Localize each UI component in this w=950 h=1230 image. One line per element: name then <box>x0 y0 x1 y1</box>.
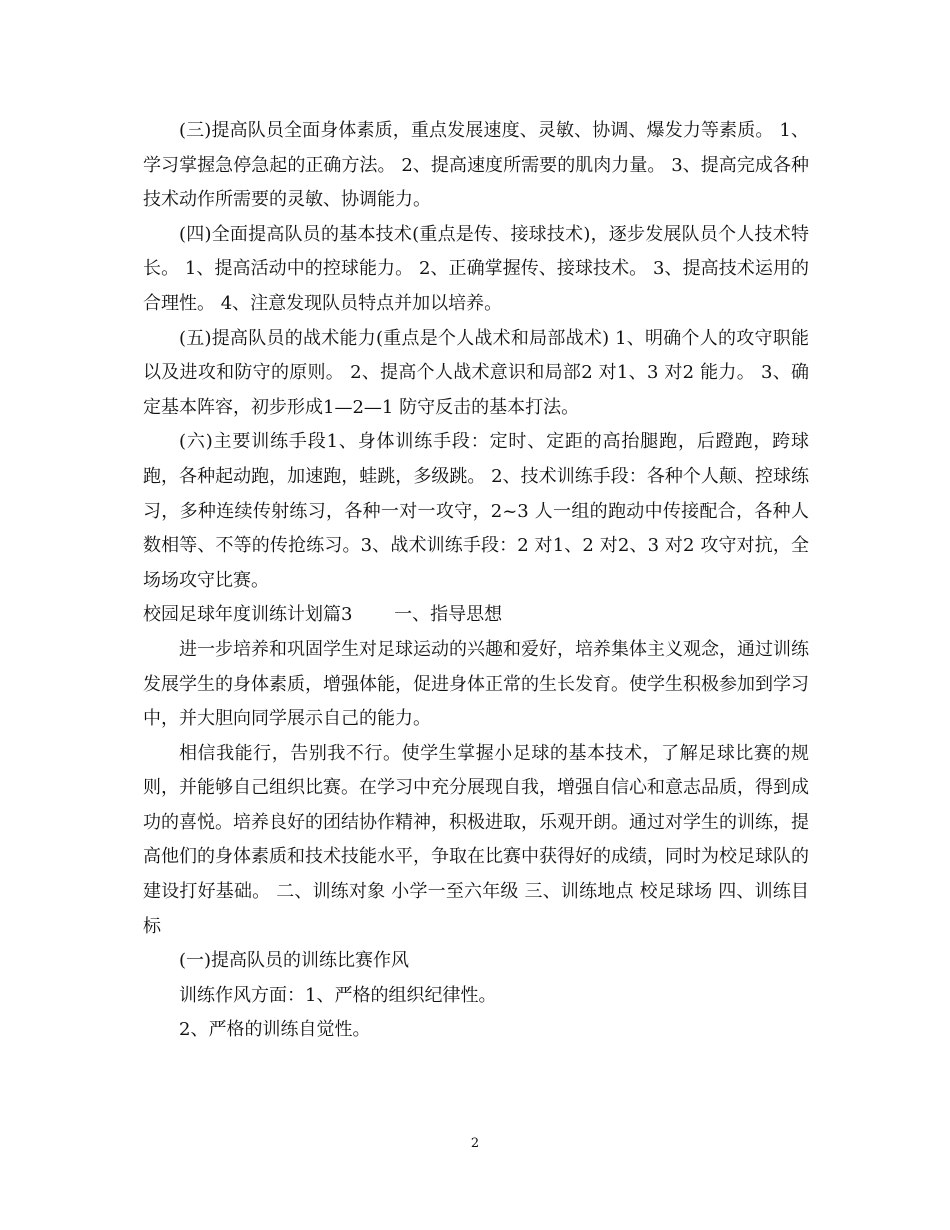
paragraph-tactical-ability: (五)提高队员的战术能力(重点是个人战术和局部战术) 1、明确个人的攻守职能以及进攻和防守的原则。 2、提高个人战术意识和局部2 对1、3 对2 能力。 3、确定基本阵容，初步形成1—2—1 防守反击的基本打法。 <box>143 327 809 418</box>
paragraph-self-discipline: 2、严格的训练自觉性。 <box>179 1019 371 1041</box>
paragraph-discipline: 训练作风方面：1、严格的组织纪律性。 <box>179 984 497 1006</box>
page-number: 2 <box>470 1136 480 1151</box>
paragraph-basic-technique: (四)全面提高队员的基本技术(重点是传、接球技术)，逐步发展队员个人技术特长。 1、提高活动中的控球能力。 2、正确掌握传、接球技术。 3、提高技术运用的合理性。 4、注意发现队员特点并加以培养。 <box>143 223 809 314</box>
paragraph-physical-quality: (三)提高队员全面身体素质，重点发展速度、灵敏、协调、爆发力等素质。 1、学习掌握急停急起的正确方法。 2、提高速度所需要的肌肉力量。 3、提高完成各种技术动作所需要的灵敏、协调能力。 <box>143 120 809 211</box>
paragraph-training-methods: (六)主要训练手段1、身体训练手段：定时、定距的高抬腿跑，后蹬跑，跨球跑，各种起动跑，加速跑，蛙跳，多级跳。 2、技术训练手段：各种个人颠、控球练习，多种连续传射练习，各种一对一攻守，2~3 人一组的跑动中传接配合，各种人数相等、不等的传抢练习。3、战术训练手段：2 对1、2 对2、3 对2 攻守对抗，全场场攻守比赛。 <box>143 431 809 591</box>
document-body <box>143 114 809 1048</box>
paragraph-training-style-heading: (一)提高队员的训练比赛作风 <box>179 950 410 972</box>
paragraph-guiding-thought: 进一步培养和巩固学生对足球运动的兴趣和爱好，培养集体主义观念，通过训练发展学生的身体素质，增强体能，促进身体正常的生长发育。使学生积极参加到学习中，并大胆向同学展示自己的能力。 <box>143 638 809 730</box>
paragraph-goals-overview: 相信我能行，告别我不行。使学生掌握小足球的基本技术，了解足球比赛的规则，并能够自己组织比赛。在学习中充分展现自我，增强自信心和意志品质，得到成功的喜悦。培养良好的团结协作精神，积极进取，乐观开朗。通过对学生的训练，提高他们的身体素质和技术技能水平，争取在比赛中获得好的成绩，同时为校足球队的建设打好基础。 二、训练对象 小学一至六年级 三、训练地点 校足球场 四、训练目标 <box>143 742 809 937</box>
section-heading-plan-3: 校园足球年度训练计划篇3 一、指导思想 <box>143 604 503 626</box>
